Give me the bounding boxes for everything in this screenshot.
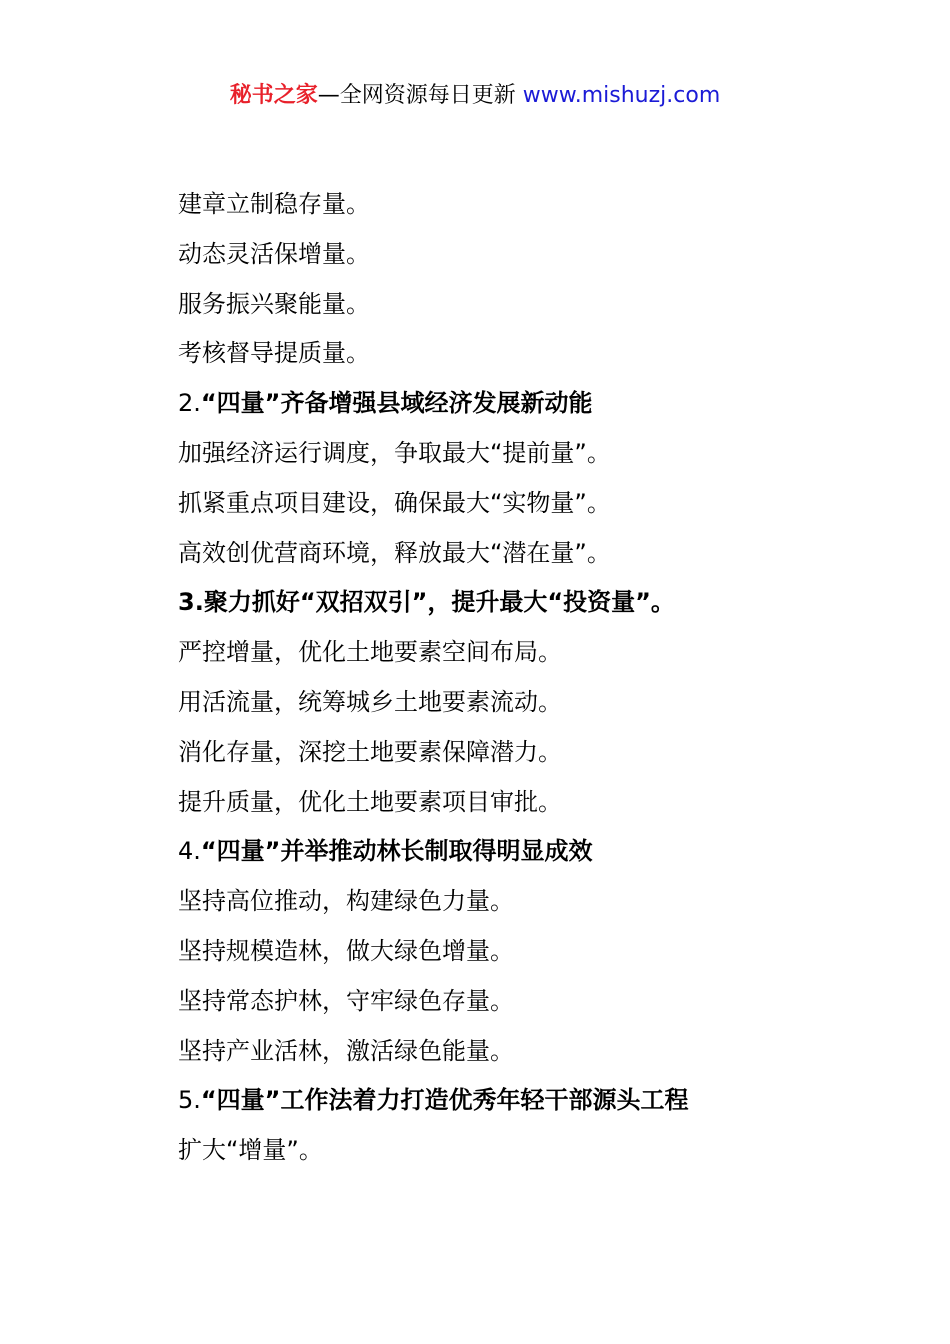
- section-heading-2: [178, 379, 898, 429]
- site-url-link[interactable]: www.mishuzj.com: [522, 83, 721, 108]
- paragraph-line: 坚持高位推动，构建绿色力量。: [178, 887, 514, 916]
- section-number: 2.: [178, 389, 201, 418]
- brand-name: 秘书之家: [229, 83, 318, 108]
- paragraph-line: 坚持产业活林，激活绿色能量。: [178, 1036, 514, 1065]
- section-heading-3: [178, 578, 898, 628]
- section-title: “四量”齐备增强县域经济发展新动能: [200, 389, 593, 418]
- section-heading-4: [178, 827, 898, 877]
- document-body: [178, 180, 898, 1176]
- section-heading-5: [178, 1076, 898, 1126]
- paragraph-line: 坚持常态护林，守牢绿色存量。: [178, 986, 514, 1015]
- paragraph-line: 考核督导提质量。: [178, 339, 370, 368]
- section-title: “四量”工作法着力打造优秀年轻干部源头工程: [200, 1086, 689, 1115]
- section-number: 5.: [178, 1086, 201, 1115]
- section-number: 4.: [178, 837, 201, 866]
- paragraph-line: 坚持规模造林，做大绿色增量。: [178, 936, 514, 965]
- paragraph-line: 服务振兴聚能量。: [178, 289, 370, 318]
- paragraph-line: 用活流量，统筹城乡土地要素流动。: [178, 687, 562, 716]
- paragraph-line: 建章立制稳存量。: [178, 190, 370, 218]
- paragraph-line: 高效创优营商环境，释放最大“潜在量”。: [178, 538, 611, 567]
- paragraph-line: 动态灵活保增量。: [178, 239, 370, 268]
- paragraph-line: 提升质量，优化土地要素项目审批。: [178, 787, 562, 816]
- page-header: [0, 80, 950, 112]
- paragraph-line: 消化存量，深挖土地要素保障潜力。: [178, 737, 562, 766]
- paragraph-line: 加强经济运行调度，争取最大“提前量”。: [178, 438, 611, 467]
- section-title: 聚力抓好“双招双引”，提升最大“投资量”。: [203, 588, 675, 617]
- section-number: 3.: [178, 588, 204, 617]
- header-tagline: —全网资源每日更新: [317, 83, 523, 108]
- section-title: “四量”并举推动林长制取得明显成效: [200, 837, 593, 866]
- paragraph-line: 严控增量，优化土地要素空间布局。: [178, 638, 562, 667]
- paragraph-line: 抓紧重点项目建设，确保最大“实物量”。: [178, 488, 611, 517]
- paragraph-line: 扩大“增量”。: [178, 1136, 323, 1165]
